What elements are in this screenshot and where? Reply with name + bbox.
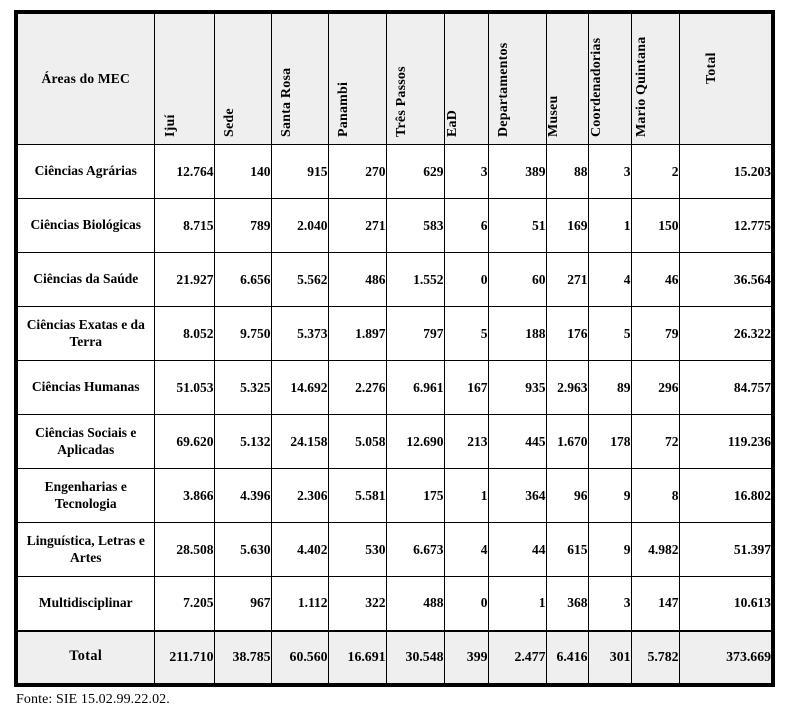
cell-panambi: 270 <box>328 145 386 199</box>
cell-santa-rosa: 5.562 <box>271 253 328 307</box>
cell-ead: 6 <box>444 199 488 253</box>
cell-row-total: 10.613 <box>679 577 773 631</box>
cell-museu: 2.963 <box>546 361 588 415</box>
cell-museu: 368 <box>546 577 588 631</box>
header-santa-rosa <box>271 12 328 145</box>
cell-departamentos: 60 <box>488 253 546 307</box>
header-mario-quintana-rotated <box>632 15 679 143</box>
cell-santa-rosa: 2.306 <box>271 469 328 523</box>
header-museu-rotated <box>547 15 588 143</box>
cell-museu: 96 <box>546 469 588 523</box>
total-cell-ijui: 211.710 <box>154 631 214 685</box>
cell-mario-quintana: 8 <box>631 469 679 523</box>
cell-santa-rosa: 14.692 <box>271 361 328 415</box>
cell-tres-passos: 6.961 <box>386 361 444 415</box>
cell-row-total: 51.397 <box>679 523 773 577</box>
table-row <box>16 469 773 523</box>
cell-coordenadorias: 3 <box>588 145 631 199</box>
header-panambi <box>328 12 386 145</box>
row-area-label: Ciências Humanas <box>16 361 154 415</box>
cell-mario-quintana: 150 <box>631 199 679 253</box>
total-cell-tres-passos: 30.548 <box>386 631 444 685</box>
header-sede <box>214 12 271 145</box>
cell-ead: 0 <box>444 577 488 631</box>
cell-museu: 88 <box>546 145 588 199</box>
header-museu <box>546 12 588 145</box>
table-row <box>16 307 773 361</box>
header-departamentos-label: Departamentos <box>496 42 512 137</box>
cell-panambi: 486 <box>328 253 386 307</box>
header-tres-passos <box>386 12 444 145</box>
cell-tres-passos: 488 <box>386 577 444 631</box>
cell-sede: 140 <box>214 145 271 199</box>
cell-departamentos: 44 <box>488 523 546 577</box>
header-tres-passos-rotated <box>387 15 444 143</box>
total-cell-museu: 6.416 <box>546 631 588 685</box>
cell-ijui: 69.620 <box>154 415 214 469</box>
cell-tres-passos: 175 <box>386 469 444 523</box>
table-row <box>16 577 773 631</box>
cell-coordenadorias: 89 <box>588 361 631 415</box>
row-area-label: Ciências Agrárias <box>16 145 154 199</box>
header-santa-rosa-label: Santa Rosa <box>278 67 294 137</box>
cell-sede: 6.656 <box>214 253 271 307</box>
cell-row-total: 36.564 <box>679 253 773 307</box>
cell-santa-rosa: 5.373 <box>271 307 328 361</box>
cell-tres-passos: 629 <box>386 145 444 199</box>
cell-ijui: 3.866 <box>154 469 214 523</box>
header-areas-do-mec <box>16 12 154 145</box>
table-header <box>16 12 773 145</box>
cell-museu: 169 <box>546 199 588 253</box>
cell-coordenadorias: 3 <box>588 577 631 631</box>
header-santa-rosa-rotated <box>272 15 328 143</box>
table-row <box>16 253 773 307</box>
total-cell-panambi: 16.691 <box>328 631 386 685</box>
cell-ijui: 21.927 <box>154 253 214 307</box>
cell-coordenadorias: 5 <box>588 307 631 361</box>
header-museu-label: Museu <box>546 95 562 137</box>
table-row <box>16 415 773 469</box>
header-ead <box>444 12 488 145</box>
cell-ead: 1 <box>444 469 488 523</box>
cell-ijui: 8.052 <box>154 307 214 361</box>
header-ead-rotated <box>445 15 488 143</box>
cell-ijui: 7.205 <box>154 577 214 631</box>
cell-sede: 5.630 <box>214 523 271 577</box>
cell-panambi: 5.058 <box>328 415 386 469</box>
header-departamentos <box>488 12 546 145</box>
cell-panambi: 530 <box>328 523 386 577</box>
grand-total-cell: 373.669 <box>679 631 773 685</box>
row-area-label: Ciências Sociais e Aplicadas <box>16 415 154 469</box>
header-row <box>16 12 773 145</box>
header-mario-quintana-label: Mario Quintana <box>634 36 650 137</box>
cell-mario-quintana: 296 <box>631 361 679 415</box>
cell-departamentos: 364 <box>488 469 546 523</box>
total-cell-santa-rosa: 60.560 <box>271 631 328 685</box>
cell-departamentos: 389 <box>488 145 546 199</box>
cell-row-total: 119.236 <box>679 415 773 469</box>
cell-santa-rosa: 24.158 <box>271 415 328 469</box>
cell-mario-quintana: 79 <box>631 307 679 361</box>
cell-tres-passos: 797 <box>386 307 444 361</box>
table-row <box>16 361 773 415</box>
cell-museu: 1.670 <box>546 415 588 469</box>
cell-panambi: 1.897 <box>328 307 386 361</box>
header-total-rotated <box>680 15 772 143</box>
cell-tres-passos: 6.673 <box>386 523 444 577</box>
cell-mario-quintana: 46 <box>631 253 679 307</box>
mec-areas-table-container <box>14 10 771 687</box>
cell-row-total: 16.802 <box>679 469 773 523</box>
cell-museu: 271 <box>546 253 588 307</box>
table-row <box>16 523 773 577</box>
cell-panambi: 322 <box>328 577 386 631</box>
cell-ead: 4 <box>444 523 488 577</box>
header-coordenadorias-label: Coordenadorias <box>588 37 604 137</box>
cell-panambi: 5.581 <box>328 469 386 523</box>
header-ijui-rotated <box>155 15 214 143</box>
cell-panambi: 2.276 <box>328 361 386 415</box>
header-mario-quintana <box>631 12 679 145</box>
header-ead-label: EaD <box>445 109 461 137</box>
cell-ead: 5 <box>444 307 488 361</box>
cell-ead: 213 <box>444 415 488 469</box>
total-cell-departamentos: 2.477 <box>488 631 546 685</box>
cell-coordenadorias: 9 <box>588 469 631 523</box>
row-area-label: Engenharias e Tecnologia <box>16 469 154 523</box>
cell-sede: 967 <box>214 577 271 631</box>
table-total-row <box>16 631 773 685</box>
total-row-label: Total <box>16 631 154 685</box>
cell-departamentos: 1 <box>488 577 546 631</box>
cell-departamentos: 188 <box>488 307 546 361</box>
cell-coordenadorias: 178 <box>588 415 631 469</box>
cell-departamentos: 445 <box>488 415 546 469</box>
cell-mario-quintana: 4.982 <box>631 523 679 577</box>
header-departamentos-rotated <box>489 15 546 143</box>
header-coordenadorias-rotated <box>589 15 631 143</box>
cell-row-total: 84.757 <box>679 361 773 415</box>
header-tres-passos-label: Três Passos <box>394 66 410 137</box>
cell-row-total: 26.322 <box>679 307 773 361</box>
cell-tres-passos: 583 <box>386 199 444 253</box>
mec-areas-table <box>14 10 775 687</box>
cell-santa-rosa: 915 <box>271 145 328 199</box>
header-panambi-label: Panambi <box>336 81 352 137</box>
cell-row-total: 15.203 <box>679 145 773 199</box>
cell-museu: 176 <box>546 307 588 361</box>
total-cell-mario-quintana: 5.782 <box>631 631 679 685</box>
header-ijui <box>154 12 214 145</box>
table-row <box>16 199 773 253</box>
table-body <box>16 145 773 685</box>
cell-tres-passos: 12.690 <box>386 415 444 469</box>
row-area-label: Linguística, Letras e Artes <box>16 523 154 577</box>
cell-row-total: 12.775 <box>679 199 773 253</box>
row-area-label: Multidisciplinar <box>16 577 154 631</box>
cell-tres-passos: 1.552 <box>386 253 444 307</box>
cell-mario-quintana: 2 <box>631 145 679 199</box>
cell-museu: 615 <box>546 523 588 577</box>
cell-santa-rosa: 1.112 <box>271 577 328 631</box>
cell-ijui: 28.508 <box>154 523 214 577</box>
header-sede-rotated <box>215 15 271 143</box>
cell-santa-rosa: 2.040 <box>271 199 328 253</box>
cell-ijui: 51.053 <box>154 361 214 415</box>
cell-coordenadorias: 1 <box>588 199 631 253</box>
header-panambi-rotated <box>329 15 386 143</box>
cell-coordenadorias: 4 <box>588 253 631 307</box>
cell-mario-quintana: 72 <box>631 415 679 469</box>
cell-ead: 167 <box>444 361 488 415</box>
cell-mario-quintana: 147 <box>631 577 679 631</box>
cell-departamentos: 51 <box>488 199 546 253</box>
total-cell-ead: 399 <box>444 631 488 685</box>
header-sede-label: Sede <box>221 108 237 137</box>
source-note: Fonte: SIE 15.02.99.22.02. <box>16 692 170 707</box>
row-area-label: Ciências da Saúde <box>16 253 154 307</box>
header-ijui-label: Ijuí <box>163 114 179 137</box>
cell-coordenadorias: 9 <box>588 523 631 577</box>
cell-ead: 3 <box>444 145 488 199</box>
header-total <box>679 12 773 145</box>
cell-sede: 5.325 <box>214 361 271 415</box>
cell-ijui: 12.764 <box>154 145 214 199</box>
cell-ead: 0 <box>444 253 488 307</box>
cell-sede: 9.750 <box>214 307 271 361</box>
cell-sede: 4.396 <box>214 469 271 523</box>
header-coordenadorias <box>588 12 631 145</box>
row-area-label: Ciências Exatas e da Terra <box>16 307 154 361</box>
cell-ijui: 8.715 <box>154 199 214 253</box>
row-area-label: Ciências Biológicas <box>16 199 154 253</box>
total-cell-coordenadorias: 301 <box>588 631 631 685</box>
cell-sede: 5.132 <box>214 415 271 469</box>
header-areas-do-mec-label: Áreas do MEC <box>41 71 130 86</box>
cell-santa-rosa: 4.402 <box>271 523 328 577</box>
cell-sede: 789 <box>214 199 271 253</box>
header-total-label: Total <box>704 52 720 85</box>
total-cell-sede: 38.785 <box>214 631 271 685</box>
cell-departamentos: 935 <box>488 361 546 415</box>
cell-panambi: 271 <box>328 199 386 253</box>
table-row <box>16 145 773 199</box>
